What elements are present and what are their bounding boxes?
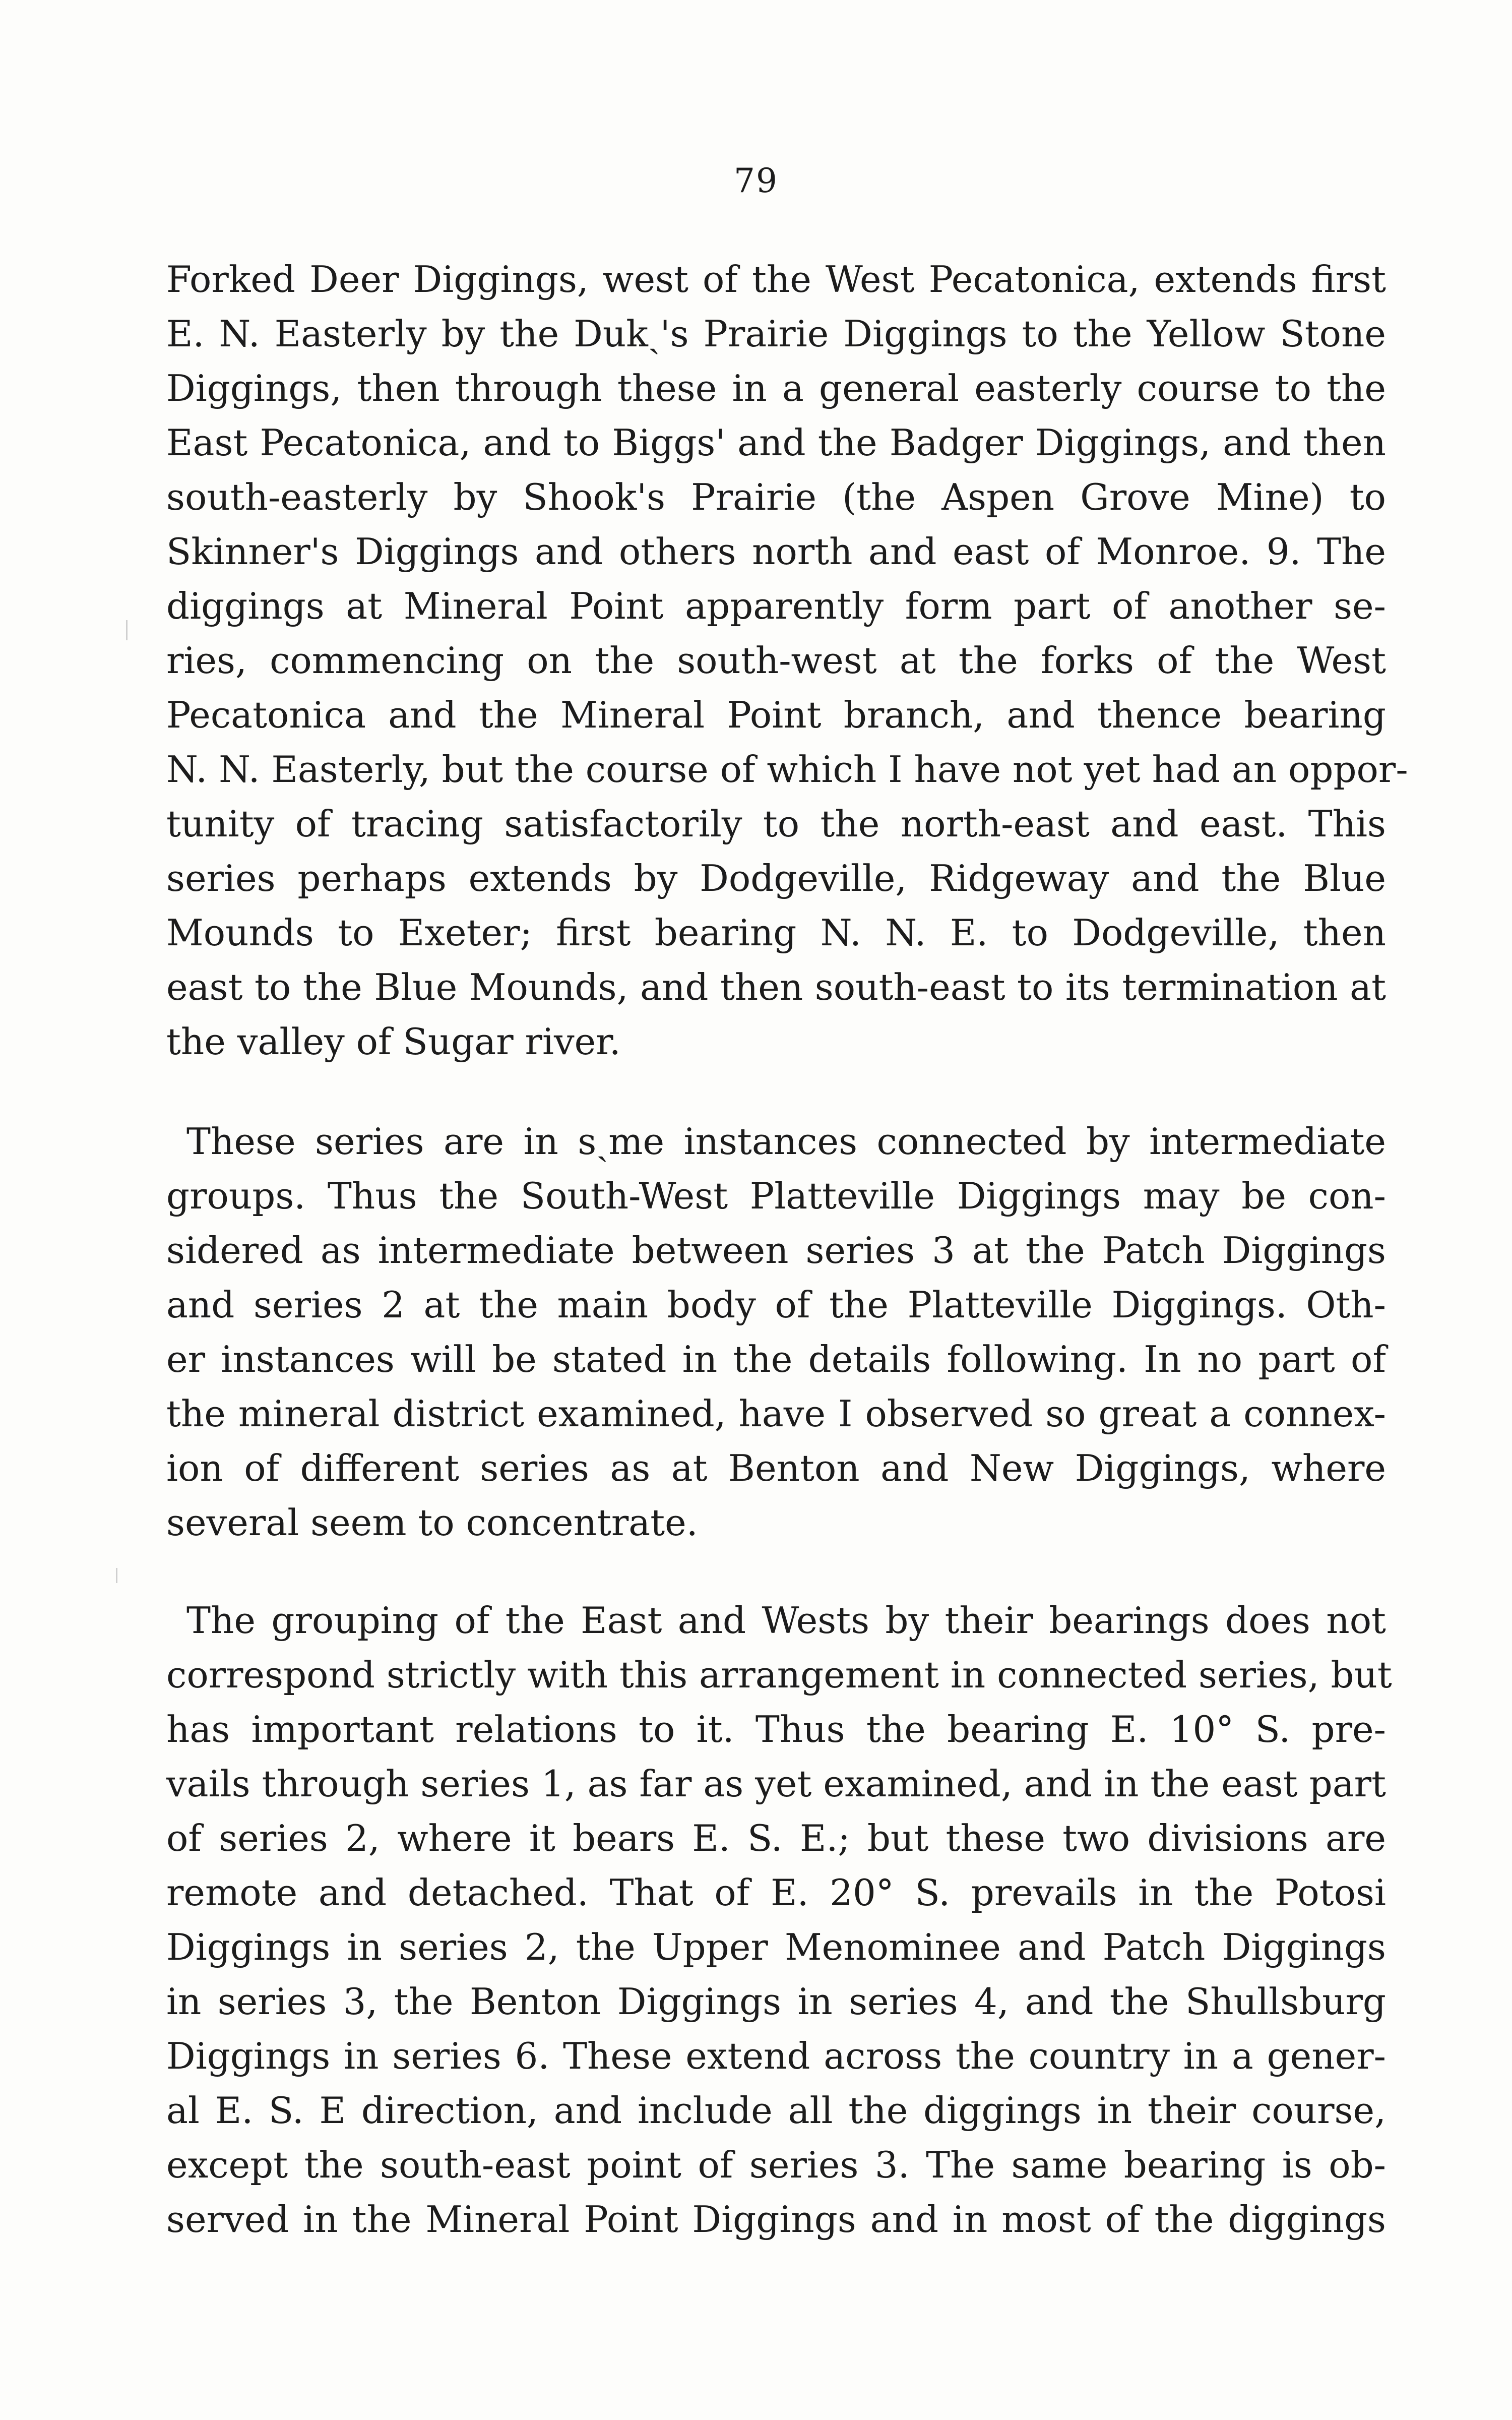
text-line: East Pecatonica, and to Biggs' and the Badger Diggings, and then [166,421,1386,464]
text-line: several seem to concentrate. [166,1501,698,1544]
text-line: ion of different series as at Benton and New Diggings, where [166,1447,1386,1489]
text-line: south-easterly by Shook's Prairie (the Aspen Grove Mine) to [166,476,1386,518]
text-line: Diggings, then through these in a general easterly course to the [166,367,1386,409]
text-line: remote and detached. That of E. 20° S. prevails in the Potosi [166,1871,1386,1914]
margin-speck [126,620,128,640]
text-line: has important relations to it. Thus the bearing E. 10° S. pre- [166,1708,1386,1750]
text-line: Diggings in series 2, the Upper Menominee and Patch Diggings [166,1926,1386,1968]
text-line: in series 3, the Benton Diggings in series 4, and the Shullsburg [166,1980,1386,2023]
text-line: the valley of Sugar river. [166,1020,621,1063]
text-line: east to the Blue Mounds, and then south-east to its termination at [166,966,1386,1008]
text-line: correspond strictly with this arrangement in connected series, but [166,1654,1392,1696]
margin-speck [116,1568,117,1583]
paragraph-1 [166,252,1408,1069]
text-line: vails through series 1, as far as yet examined, and in the east part [166,1763,1386,1805]
text-line: sidered as intermediate between series 3 at the Patch Diggings [166,1229,1386,1272]
text-line: series perhaps extends by Dodgeville, Ridgeway and the Blue [166,857,1386,899]
text-line: N. N. Easterly, but the course of which I have not yet had an oppor- [166,748,1408,791]
paragraph-2 [166,1114,1386,1550]
text-line: served in the Mineral Point Diggings and in most of the diggings [166,2198,1386,2241]
text-line: diggings at Mineral Point apparently form part of another se- [166,585,1386,627]
text-line: These series are in sˎme instances connected by intermediate [186,1120,1386,1163]
text-line: Mounds to Exeter; first bearing N. N. E. to Dodgeville, then [166,912,1386,954]
text-line: and series 2 at the main body of the Platteville Diggings. Oth- [166,1284,1386,1326]
paragraph-3 [166,1593,1392,2247]
text-line: of series 2, where it bears E. S. E.; but these two divisions are [166,1817,1386,1859]
text-line: Diggings in series 6. These extend across the country in a gener- [166,2035,1386,2077]
text-line: al E. S. E direction, and include all the diggings in their course, [166,2089,1386,2132]
text-line: Forked Deer Diggings, west of the West Pecatonica, extends first [166,258,1386,300]
text-line: except the south-east point of series 3. The same bearing is ob- [166,2144,1386,2186]
text-line: ries, commencing on the south-west at the forks of the West [166,639,1386,682]
text-line: er instances will be stated in the details following. In no part of [166,1338,1386,1380]
text-line: Skinner's Diggings and others north and east of Monroe. 9. The [166,530,1386,573]
text-line: groups. Thus the South-West Platteville Diggings may be con- [166,1175,1386,1217]
text-line: The grouping of the East and Wests by their bearings does not [186,1599,1386,1642]
page-number: 79 [734,161,778,200]
text-line: Pecatonica and the Mineral Point branch, and thence bearing [166,694,1386,736]
text-line: E. N. Easterly by the Dukˎ's Prairie Diggings to the Yellow Stone [166,313,1386,355]
text-line: the mineral district examined, have I observed so great a connex- [166,1393,1386,1435]
text-line: tunity of tracing satisfactorily to the north-east and east. This [166,803,1386,845]
